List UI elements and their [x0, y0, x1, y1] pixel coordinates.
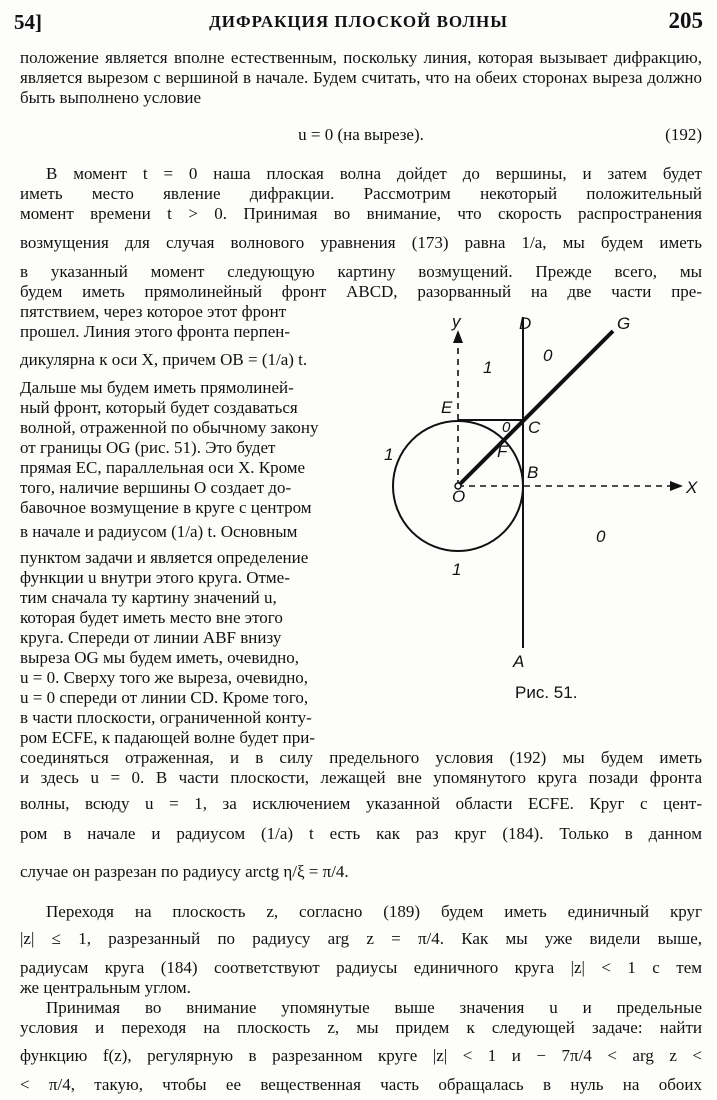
section-number: 54] — [14, 10, 42, 34]
region-lower-right: 0 — [596, 527, 606, 546]
paragraph-3-line: и здесь u = 0. В части плоскости, лежащей вне упомянутого круга позади фронта — [20, 768, 702, 787]
figure-caption: Рис. 51. — [515, 683, 578, 702]
paragraph-2-line: В момент t = 0 наша плоская волна дойдет до вершины, и затем будет — [46, 164, 702, 183]
wrap-line: Дальше мы будем иметь прямолиней- — [20, 378, 294, 397]
wrap-line: ный фронт, который будет создаваться — [20, 398, 298, 417]
wrap-line: в части плоскости, ограниченной конту- — [20, 708, 312, 727]
paragraph-4-line: Переходя на плоскость z, согласно (189) будем иметь единичный круг — [46, 902, 702, 921]
wrap-line: тим сначала ту картину значений u, — [20, 588, 277, 607]
region-left: 1 — [384, 445, 394, 464]
paragraph-2-line: возмущения для случая волнового уравнения (173) равна 1/a, мы будем иметь — [20, 233, 702, 252]
wrap-line: бавочное возмущение в круге с центром — [20, 498, 312, 517]
y-axis-arrow — [453, 330, 463, 343]
paragraph-4-line: радиусам круга (184) соответствуют радиусы единичного круга |z| < 1 с тем — [20, 958, 702, 977]
paragraph-2-line: иметь место явление дифракции. Рассмотрим некоторый положительный — [20, 184, 702, 203]
region-lower-left: 1 — [452, 560, 462, 579]
wrap-line: в начале и радиусом (1/a) t. Основным — [20, 522, 298, 541]
wrap-line: дикулярна к оси X, причем OB = (1/a) t. — [20, 350, 308, 369]
region-upper-right: 0 — [543, 346, 553, 365]
label-a: A — [513, 652, 525, 671]
paragraph-2-line: момент времени t > 0. Принимая во внимание, что скорость распространения — [20, 204, 702, 223]
paragraph-4-line: |z| ≤ 1, разрезанный по радиусу arg z = π/4. Как мы уже видели выше, — [20, 929, 702, 948]
wrap-line: круга. Спереди от линии ABF внизу — [20, 628, 282, 647]
wrap-line: пятствием, через которое этот фронт — [20, 302, 287, 321]
paragraph-5-line: Принимая во внимание упомянутые выше значения u и предельные — [46, 998, 702, 1017]
equation-192-number: (192) — [665, 125, 702, 144]
wrap-line: прошел. Линия этого фронта перпен- — [20, 322, 290, 341]
region-upper-left: 1 — [483, 358, 493, 377]
wrap-line: прямая EC, параллельная оси X. Кроме — [20, 458, 306, 477]
wrap-line: от границы OG (рис. 51). Это будет — [20, 438, 276, 457]
paragraph-3-line: случае он разрезан по радиусу arctg η/ξ = π/4. — [20, 862, 349, 881]
paragraph-3-line: соединяться отраженная, и в силу предельного условия (192) мы будем иметь — [20, 748, 702, 767]
wrap-line: ром ECFE, к падающей волне будет при- — [20, 728, 316, 747]
paragraph-1 — [20, 48, 702, 108]
label-x: X — [686, 478, 698, 497]
wrap-line: u = 0. Сверху того же выреза, очевидно, — [20, 668, 309, 687]
equation-192-body: u = 0 (на вырезе). — [298, 125, 424, 144]
wrap-line: функции u внутри этого круга. Отме- — [20, 568, 290, 587]
wrap-line: пунктом задачи и является определение — [20, 548, 309, 567]
paragraph-3-line: ром в начале и радиусом (1/a) t есть как раз круг (184). Только в данном — [20, 824, 702, 843]
wrap-line: того, наличие вершины O создает до- — [20, 478, 292, 497]
wrap-line: u = 0 спереди от линии CD. Кроме того, — [20, 688, 309, 707]
paragraph-2-line: будем иметь прямолинейный фронт ABCD, разорванный на две части пре- — [20, 282, 702, 301]
label-o-small: 0 — [502, 419, 511, 436]
paragraph-1-text: положение является вполне естественным, поскольку линия, которая вызывает дифракцию, является вырезом с вершиной в начале. Будем считать, что на обеих сторонах выреза должно быть выполнено условие — [20, 48, 702, 107]
paragraph-5-line: условия и переходя на плоскость z, мы придем к следующей задаче: найти — [20, 1018, 702, 1037]
paragraph-5-line: < π/4, такую, чтобы ее вещественная часть обращалась в нуль на обоих — [20, 1075, 702, 1094]
label-y: y — [452, 312, 461, 331]
wrap-line: волной, отраженной по обычному закону — [20, 418, 319, 437]
label-e: E — [441, 398, 453, 417]
page-number: 205 — [668, 8, 703, 33]
paragraph-3-line: волны, всюду u = 1, за исключением указанной области ECFE. Круг с цент- — [20, 794, 702, 813]
page-header — [14, 8, 703, 36]
x-axis-arrow — [670, 481, 683, 491]
wrap-line: выреза OG мы будем иметь, очевидно, — [20, 648, 299, 667]
label-f: F — [497, 442, 508, 461]
paragraph-5-line: функцию f(z), регулярную в разрезанном круге |z| < 1 и − 7π/4 < arg z < — [20, 1046, 702, 1065]
running-title: ДИФРАКЦИЯ ПЛОСКОЙ ВОЛНЫ — [209, 12, 508, 31]
equation-192 — [20, 125, 702, 147]
paragraph-2-line: в указанный момент следующую картину возмущений. Прежде всего, мы — [20, 262, 702, 281]
label-d: D — [519, 314, 532, 333]
figure-51-diagram — [380, 305, 710, 715]
wrap-line: которая будет иметь место вне этого — [20, 608, 283, 627]
label-c: C — [528, 418, 541, 437]
label-b: B — [527, 463, 539, 482]
label-o: O — [452, 487, 466, 506]
label-g: G — [617, 314, 631, 333]
paragraph-4-line: же центральным углом. — [20, 978, 191, 997]
